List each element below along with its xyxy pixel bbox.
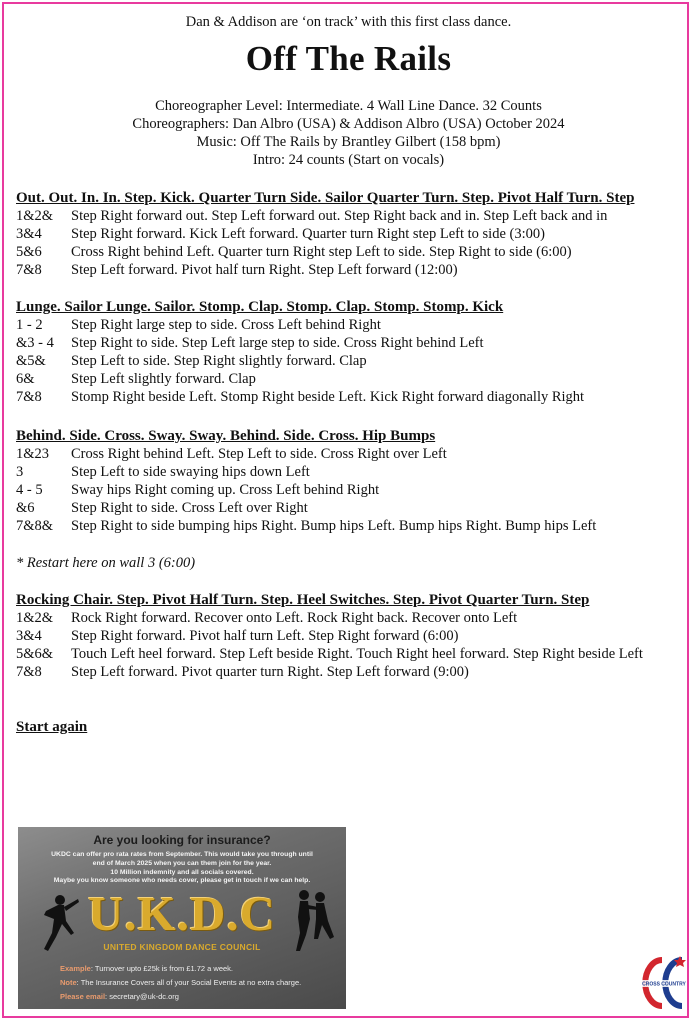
step-count: 1 - 2 xyxy=(16,317,43,333)
advert-body-line: end of March 2025 when you can them join for the year. xyxy=(92,859,272,867)
step-count: 3&4 xyxy=(16,628,42,644)
step-row xyxy=(16,370,681,388)
section-2 xyxy=(16,298,681,406)
step-description: Cross Right behind Left. Step Left to side. Cross Right over Left xyxy=(71,446,447,462)
step-row xyxy=(16,352,681,370)
step-description: Step Left to side swaying hips down Left xyxy=(71,464,310,480)
step-count: 7&8 xyxy=(16,389,42,405)
step-row xyxy=(16,627,681,645)
step-count: &6 xyxy=(16,500,35,516)
email-text: : secretary@uk-dc.org xyxy=(105,992,179,1001)
section-heading: Rocking Chair. Step. Pivot Half Turn. Step. Heel Switches. Step. Pivot Quarter Turn. Step xyxy=(16,592,590,608)
step-count: 5&6 xyxy=(16,244,42,260)
ukdc-logo: U.K.D.C xyxy=(87,886,277,941)
step-row xyxy=(16,663,681,681)
step-description: Step Right forward. Kick Left forward. Quarter turn Right step Left to side (3:00) xyxy=(71,226,545,242)
step-row xyxy=(16,481,681,499)
advert-email xyxy=(60,992,179,1001)
step-row xyxy=(16,517,681,535)
step-row xyxy=(16,261,681,279)
section-heading: Behind. Side. Cross. Sway. Sway. Behind. Side. Cross. Hip Bumps xyxy=(16,428,436,444)
step-description: Stomp Right beside Left. Stomp Right beside Left. Kick Right forward diagonally Right xyxy=(71,389,585,405)
step-count: 1&2& xyxy=(16,610,54,626)
music-line: Music: Off The Rails by Brantley Gilbert (158 bpm) xyxy=(196,134,501,150)
section-heading: Lunge. Sailor Lunge. Sailor. Stomp. Clap. Stomp. Clap. Stomp. Stomp. Kick xyxy=(16,299,504,315)
example-label: Example xyxy=(60,964,91,973)
step-description: Step Right forward out. Step Left forward out. Step Right back and in. Step Left back and in xyxy=(71,208,608,224)
step-count: 4 - 5 xyxy=(16,482,43,498)
step-count: &3 - 4 xyxy=(16,335,54,351)
cross-country-logo-icon xyxy=(640,954,688,1012)
step-row xyxy=(16,207,681,225)
insurance-advert xyxy=(18,827,346,1009)
step-description: Step Right to side. Cross Left over Right xyxy=(71,500,308,516)
step-description: Step Right to side bumping hips Right. Bump hips Left. Bump hips Right. Bump hips Left xyxy=(71,518,597,534)
choreographers-line: Choreographers: Dan Albro (USA) & Addison Albro (USA) October 2024 xyxy=(132,116,565,132)
step-count: &5& xyxy=(16,353,46,369)
level-line: Choreographer Level: Intermediate. 4 Wall Line Dance. 32 Counts xyxy=(155,98,542,114)
step-row xyxy=(16,316,681,334)
step-description: Rock Right forward. Recover onto Left. Rock Right back. Recover onto Left xyxy=(71,610,518,626)
step-count: 7&8 xyxy=(16,664,42,680)
advert-body xyxy=(22,851,342,886)
advert-example xyxy=(60,964,233,973)
council-name: UNITED KINGDOM DANCE COUNCIL xyxy=(103,942,261,952)
step-description: Step Left to side. Step Right slightly forward. Clap xyxy=(71,353,367,369)
step-count: 1&23 xyxy=(16,446,50,462)
step-count: 6& xyxy=(16,371,35,387)
section-4 xyxy=(16,591,681,681)
step-description: Step Left slightly forward. Clap xyxy=(71,371,256,387)
start-again: Start again xyxy=(16,719,88,735)
note-label: Note xyxy=(60,978,77,987)
email-label: Please email xyxy=(60,992,106,1001)
step-description: Step Left forward. Pivot half turn Right. Step Left forward (12:00) xyxy=(71,262,458,278)
advert-note xyxy=(60,978,301,987)
step-count: 1&2& xyxy=(16,208,54,224)
intro-line: Intro: 24 counts (Start on vocals) xyxy=(252,152,445,168)
advert-body-line: UKDC can offer pro rata rates from September. This would take you through until xyxy=(51,851,313,858)
example-text: : Turnover upto £25k is from £1.72 a week. xyxy=(90,964,234,973)
step-row xyxy=(16,609,681,627)
step-row xyxy=(16,388,681,406)
step-count: 3&4 xyxy=(16,226,42,242)
step-row xyxy=(16,463,681,481)
step-count: 7&8 xyxy=(16,262,42,278)
tagline: Dan & Addison are ‘on track’ with this first class dance. xyxy=(185,14,512,30)
step-row xyxy=(16,499,681,517)
restart-note: * Restart here on wall 3 (6:00) xyxy=(16,555,196,571)
section-3 xyxy=(16,427,681,535)
step-description: Cross Right behind Left. Quarter turn Right step Left to side. Step Right to side (6:00) xyxy=(71,244,572,260)
step-count: 7&8& xyxy=(16,518,54,534)
dance-title: Off The Rails xyxy=(245,39,452,78)
advert-body-line: 10 Million indemnity and all socials covered. xyxy=(110,868,254,876)
step-description: Step Left forward. Pivot quarter turn Right. Step Left forward (9:00) xyxy=(71,664,469,680)
step-count: 3 xyxy=(16,464,24,480)
step-description: Step Right large step to side. Cross Left behind Right xyxy=(71,317,381,333)
section-heading: Out. Out. In. In. Step. Kick. Quarter Turn Side. Sailor Quarter Turn. Step. Pivot Half Turn. Step xyxy=(16,190,635,206)
step-row xyxy=(16,243,681,261)
section-1 xyxy=(16,189,681,279)
step-row xyxy=(16,334,681,352)
dance-info xyxy=(16,97,681,169)
step-row xyxy=(16,645,681,663)
step-description: Touch Left heel forward. Step Left beside Right. Touch Right heel forward. Step Right beside Left xyxy=(71,646,643,662)
step-description: Step Right forward. Pivot half turn Left. Step Right forward (6:00) xyxy=(71,628,459,644)
advert-heading: Are you looking for insurance? xyxy=(93,833,271,847)
step-row xyxy=(16,445,681,463)
step-description: Step Right to side. Step Left large step to side. Cross Right behind Left xyxy=(71,335,484,351)
step-count: 5&6& xyxy=(16,646,54,662)
advert-body-line: Maybe you know someone who needs cover, please get in touch if we can help. xyxy=(53,877,311,885)
step-description: Sway hips Right coming up. Cross Left behind Right xyxy=(71,482,380,498)
step-row xyxy=(16,225,681,243)
cc-logo-text: CROSS COUNTRY xyxy=(642,981,686,988)
note-text: : The Insurance Covers all of your Social Events at no extra charge. xyxy=(76,978,302,987)
